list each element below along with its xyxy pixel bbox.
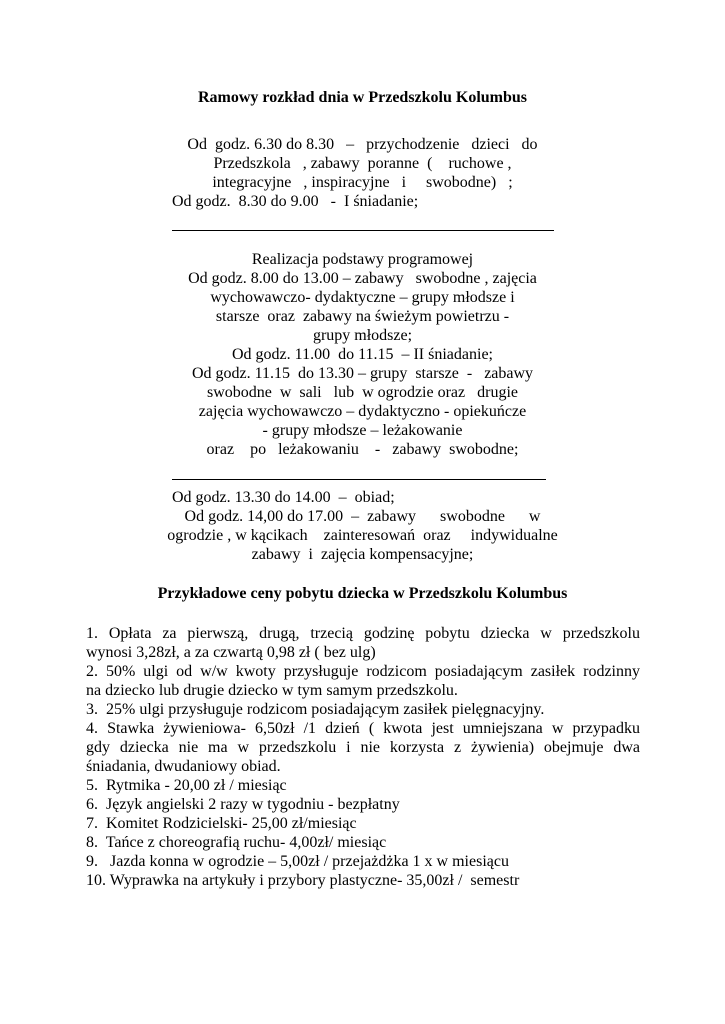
prices-title: Przykładowe ceny pobytu dziecka w Przedszkolu Kolumbus: [157, 585, 568, 602]
schedule-line: - grupy młodsze – leżakowanie: [262, 422, 463, 439]
schedule-line: oraz po leżakowaniu - zabawy swobodne;: [206, 441, 519, 458]
price-item-continuation: gdy dziecka nie ma w przedszkolu i nie korzysta z żywienia) obejmuje dwa: [86, 739, 640, 756]
price-item-continuation: śniadania, dwudaniowy obiad.: [86, 758, 281, 775]
horizontal-divider: [172, 479, 546, 480]
schedule-line: integracyjne , inspiracyjne i swobodne) ;: [212, 174, 513, 191]
price-item-continuation: wynosi 3,28zł, a za czwartą 0,98 zł ( bez ulg): [86, 644, 376, 661]
price-item: 10. Wyprawka na artykuły i przybory plastyczne- 35,00zł / semestr: [86, 872, 520, 889]
price-item: 5. Rytmika - 20,00 zł / miesiąc: [86, 777, 287, 794]
price-item: 6. Język angielski 2 razy w tygodniu - bezpłatny: [86, 796, 400, 813]
schedule-line: Od godz. 11.00 do 11.15 – II śniadanie;: [232, 346, 493, 363]
schedule-line: swobodne w sali lub w ogrodzie oraz drugie: [206, 384, 519, 401]
price-item-continuation: na dziecko lub drugie dziecko w tym samym przedszkolu.: [86, 682, 458, 699]
schedule-line: grupy młodsze;: [312, 327, 413, 344]
schedule-heading: Realizacja podstawy programowej: [251, 251, 474, 268]
schedule-line: ogrodzie , w kącikach zainteresowań oraz indywidualne: [167, 527, 558, 544]
schedule-line: Od godz. 11.15 do 13.30 – grupy starsze - zabawy: [191, 365, 534, 382]
schedule-line: zabawy i zajęcia kompensacyjne;: [251, 546, 474, 563]
schedule-line: starsze oraz zabawy na świeżym powietrzu -: [215, 308, 510, 325]
schedule-line: Od godz. 14,00 do 17.00 – zabawy swobodne w: [184, 508, 541, 525]
price-item: 9. Jazda konna w ogrodzie – 5,00zł / przejażdżka 1 x w miesiącu: [86, 853, 509, 870]
schedule-line: zajęcia wychowawczo – dydaktyczno - opiekuńcze: [198, 403, 527, 420]
schedule-line: Przedszkola , zabawy poranne ( ruchowe ,: [213, 155, 512, 172]
price-item: 1. Opłata za pierwszą, drugą, trzecią godzinę pobytu dziecka w przedszkolu: [86, 625, 640, 642]
schedule-line: Od godz. 13.30 do 14.00 – obiad;: [172, 489, 395, 506]
schedule-line: wychowawczo- dydaktyczne – grupy młodsze i: [210, 289, 515, 306]
price-item: 7. Komitet Rodzicielski- 25,00 zł/miesiąc: [86, 815, 357, 832]
schedule-line: Od godz. 8.30 do 9.00 - I śniadanie;: [172, 193, 419, 210]
price-item: 4. Stawka żywieniowa- 6,50zł /1 dzień ( kwota jest umniejszana w przypadku: [86, 720, 640, 737]
schedule-line: Od godz. 8.00 do 13.00 – zabawy swobodne , zajęcia: [188, 270, 537, 287]
price-item: 2. 50% ulgi od w/w kwoty przysługuje rodzicom posiadającym zasiłek rodzinny: [86, 663, 640, 680]
price-item: 3. 25% ulgi przysługuje rodzicom posiadającym zasiłek pielęgnacyjny.: [86, 701, 545, 718]
schedule-line: Od godz. 6.30 do 8.30 – przychodzenie dzieci do: [187, 136, 538, 153]
horizontal-divider: [172, 230, 554, 231]
price-item: 8. Tańce z choreografią ruchu- 4,00zł/ miesiąc: [86, 834, 387, 851]
page-title: Ramowy rozkład dnia w Przedszkolu Kolumbus: [197, 89, 528, 106]
